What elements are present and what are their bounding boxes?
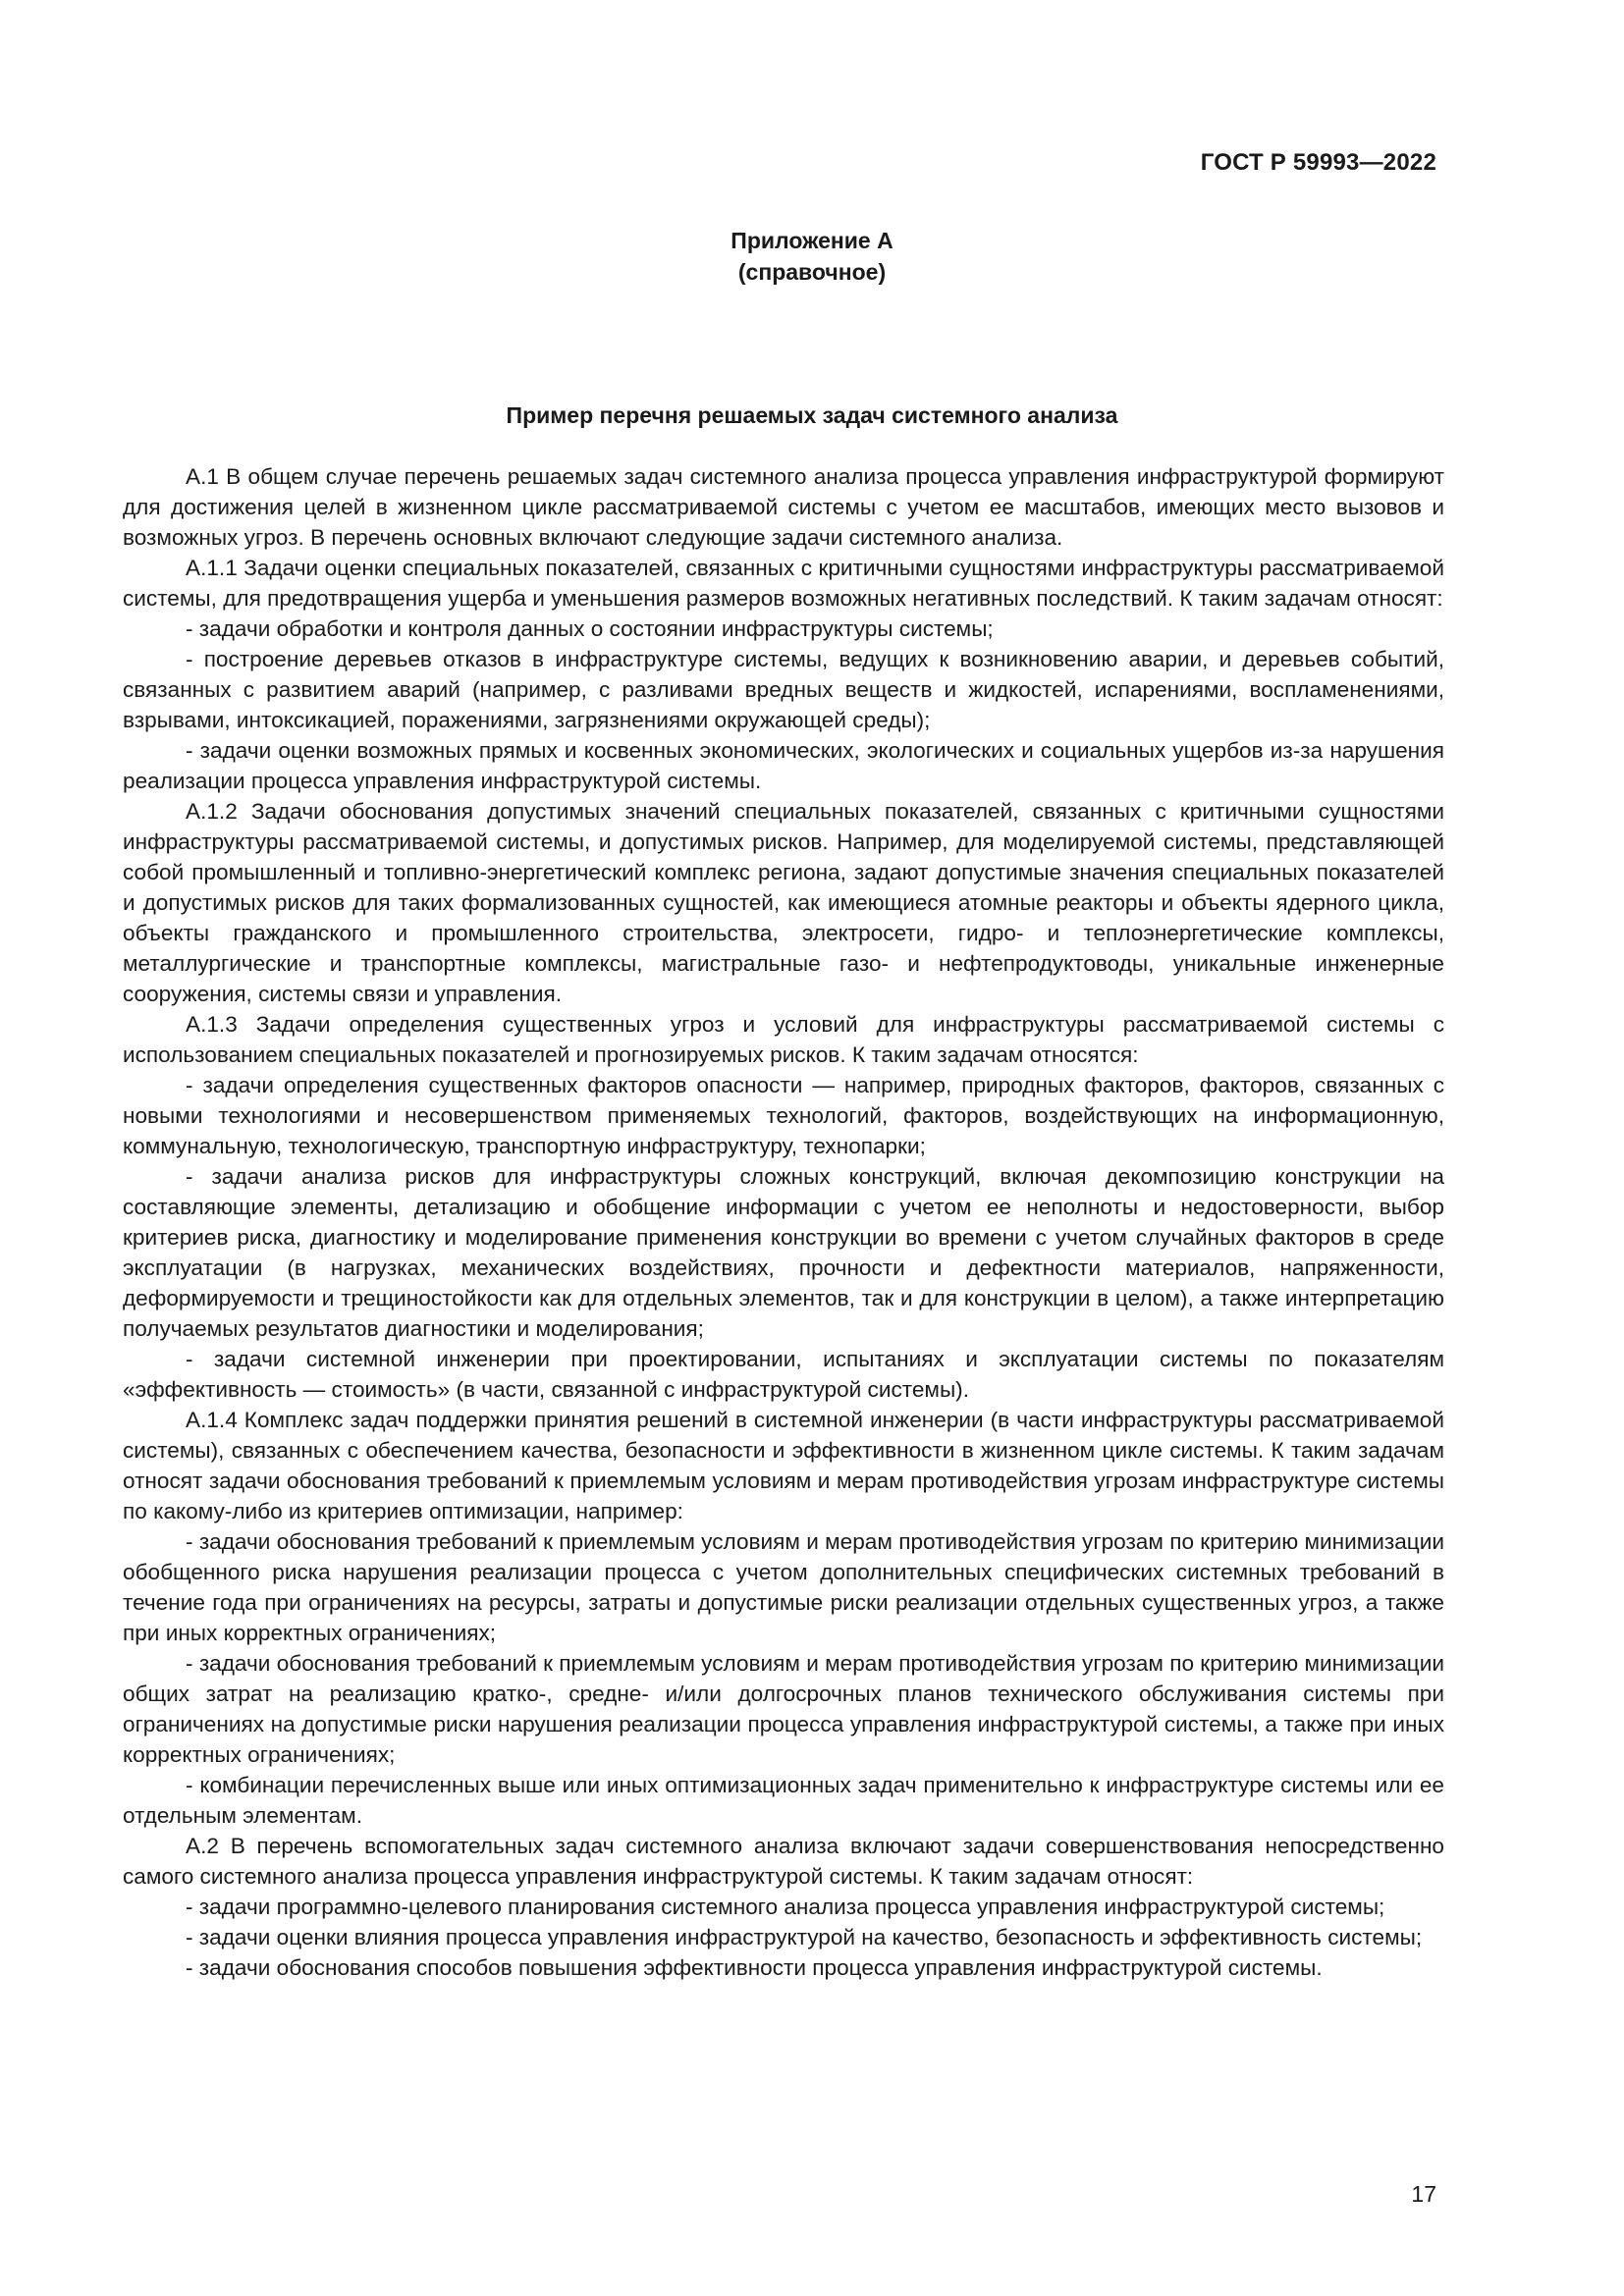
list-item: - задачи системной инженерии при проектировании, испытаниях и эксплуатации системы по показателям «эффективность — стоимость» (в части, связанной с инфраструктурой системы). <box>123 1347 1444 1402</box>
list-item: - построение деревьев отказов в инфраструктуре системы, ведущих к возникновению аварии, и деревьев событий, связанных с развитием аварий (например, с разливами вредных веществ и жидкостей, испарениями, воспламенениями, взрывами, интоксикацией, поражениями, загрязнениями окружающей среды); <box>123 647 1444 732</box>
paragraph: А.1.2 Задачи обоснования допустимых значений специальных показателей, связанных с критичными сущностями инфраструктуры рассматриваемой системы, и допустимых рисков. Например, для моделируемой системы, представляющей собой промышленный и топливно-энергетический комплекс региона, задают допустимые значения специальных показателей и допустимых рисков для таких формализованных сущностей, как имеющиеся атомные реакторы и объекты ядерного цикла, объекты гражданского и промышленного строительства, электросети, гидро- и теплоэнергетические комплексы, металлургические и транспортные комплексы, магистральные газо- и нефтепродуктоводы, уникальные инженерные сооружения, системы связи и управления. <box>123 799 1444 1006</box>
paragraph: А.2 В перечень вспомогательных задач системного анализа включают задачи совершенствования непосредственно самого системного анализа процесса управления инфраструктурой системы. К таким задачам относят: <box>123 1834 1444 1889</box>
paragraph: А.1 В общем случае перечень решаемых задач системного анализа процесса управления инфраструктурой формируют для достижения целей в жизненном цикле рассматриваемой системы с учетом ее масштабов, имеющих место вызовов и возможных угроз. В перечень основных включают следующие задачи системного анализа. <box>123 464 1444 550</box>
list-item: - задачи обоснования способов повышения эффективности процесса управления инфраструктурой системы. <box>186 1955 1323 1980</box>
list-item: - задачи обработки и контроля данных о состоянии инфраструктуры системы; <box>186 616 994 641</box>
paragraph: А.1.3 Задачи определения существенных угроз и условий для инфраструктуры рассматриваемой системы с использованием специальных показателей и прогнозируемых рисков. К таким задачам относятся: <box>123 1012 1444 1067</box>
list-item: - комбинации перечисленных выше или иных оптимизационных задач применительно к инфраструктуре системы или ее отдельным элементам. <box>123 1773 1444 1828</box>
document-code: ГОСТ Р 59993—2022 <box>1200 149 1436 176</box>
section-title: Пример перечня решаемых задач системного анализа <box>506 402 1118 428</box>
appendix-title: Приложение А <box>731 228 893 253</box>
list-item: - задачи программно-целевого планирования системного анализа процесса управления инфраструктурой системы; <box>186 1895 1385 1919</box>
list-item: - задачи обоснования требований к приемлемым условиям и мерам противодействия угрозам по критерию минимизации общих затрат на реализацию кратко-, средне- и/или долгосрочных планов технического обслуживания системы при ограничениях на допустимые риски нарушения реализации процесса управления инфраструктурой системы, а также при иных корректных ограничениях; <box>123 1651 1444 1767</box>
list-item: - задачи оценки влияния процесса управления инфраструктурой на качество, безопасность и эффективность системы; <box>186 1925 1423 1949</box>
paragraph: А.1.1 Задачи оценки специальных показателей, связанных с критичными сущностями инфраструктуры рассматриваемой системы, для предотвращения ущерба и уменьшения размеров возможных негативных последствий. К таким задачам относят: <box>123 556 1444 611</box>
appendix-subtitle: (справочное) <box>737 259 887 285</box>
body-text <box>123 461 1444 1983</box>
page-number: 17 <box>1411 2181 1436 2207</box>
list-item: - задачи анализа рисков для инфраструктуры сложных конструкций, включая декомпозицию конструкции на составляющие элементы, детализацию и обобщение информации с учетом ее неполноты и недостоверности, выбор критериев риска, диагностику и моделирование применения конструкции во времени с учетом случайных факторов в среде эксплуатации (в нагрузках, механических воздействиях, прочности и дефектности материалов, напряженности, деформируемости и трещиностойкости как для отдельных элементов, так и для конструкции в целом), а также интерпретацию получаемых результатов диагностики и моделирования; <box>123 1164 1444 1341</box>
list-item: - задачи обоснования требований к приемлемым условиям и мерам противодействия угрозам по критерию минимизации обобщенного риска нарушения реализации процесса с учетом дополнительных специфических системных требований в течение года при ограничениях на ресурсы, затраты и допустимые риски реализации отдельных существенных угроз, а также при иных корректных ограничениях; <box>123 1529 1444 1645</box>
paragraph: А.1.4 Комплекс задач поддержки принятия решений в системной инженерии (в части инфраструктуры рассматриваемой системы), связанных с обеспечением качества, безопасности и эффективности в жизненном цикле системы. К таким задачам относят задачи обоснования требований к приемлемым условиям и мерам противодействия угрозам инфраструктуре системы по какому-либо из критериев оптимизации, например: <box>123 1408 1444 1523</box>
list-item: - задачи определения существенных факторов опасности — например, природных факторов, факторов, связанных с новыми технологиями и несовершенством применяемых технологий, факторов, воздействующих на информационную, коммунальную, технологическую, транспортную инфраструктуру, технопарки; <box>123 1073 1444 1158</box>
list-item: - задачи оценки возможных прямых и косвенных экономических, экологических и социальных ущербов из-за нарушения реализации процесса управления инфраструктурой системы. <box>123 738 1444 793</box>
